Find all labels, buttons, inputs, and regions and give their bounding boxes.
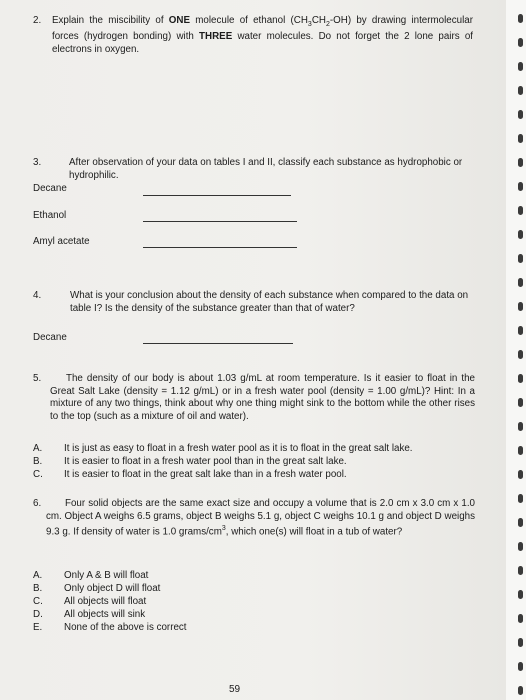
binding-hole xyxy=(518,374,523,383)
binding-hole xyxy=(518,638,523,647)
binding-hole xyxy=(518,38,523,47)
binding-hole xyxy=(518,398,523,407)
answer-line[interactable] xyxy=(143,343,293,344)
binding-hole xyxy=(518,158,523,167)
option-text: It is easier to float in the great salt lake than in a fresh water pool. xyxy=(64,469,347,480)
question-number: 5. xyxy=(33,373,42,384)
question-number: 6. xyxy=(33,498,42,509)
option-text: All objects will sink xyxy=(64,609,146,620)
option-text: Only object D will float xyxy=(64,583,161,594)
option-letter: A. xyxy=(33,443,43,454)
option-letter: D. xyxy=(33,609,43,620)
binding-hole xyxy=(518,542,523,551)
answer-line[interactable] xyxy=(143,247,297,248)
binding-hole xyxy=(518,230,523,239)
binding-hole xyxy=(518,518,523,527)
binding-hole xyxy=(518,422,523,431)
question-text: The density of our body is about 1.03 g/mL at room temperature. Is it easier to float in the Great Salt Lake (density = 1.12 g/mL) or in a fresh water pool (density = 1.00 g/mL)? Hint: In a mixture of any two things, think about why one thing might sink to the bottom while the other rises to the top (such as a mixture of oil and water). xyxy=(50,373,475,422)
binding-hole xyxy=(518,350,523,359)
option-letter: B. xyxy=(33,583,43,594)
option-letter: E. xyxy=(33,622,43,633)
binding-hole xyxy=(518,134,523,143)
answer-line[interactable] xyxy=(143,221,297,222)
option-text: It is just as easy to float in a fresh water pool as it is to float in the great salt lake. xyxy=(64,443,413,454)
substance-label-decane: Decane xyxy=(33,183,67,194)
binding-hole xyxy=(518,278,523,287)
question-number: 3. xyxy=(33,157,42,168)
question-number: 4. xyxy=(33,290,42,301)
question-text: Four solid objects are the same exact size and occupy a volume that is 2.0 cm x 3.0 cm x 1.0 cm. Object A weighs 6.5 grams, object B weighs 5.1 g, object C weighs 10.1 g and object D weighs 9.3 g. If density of water is 1.0 grams/$cm^3$, which one(s) will float in a tub of water? xyxy=(46,498,475,538)
substance-label-amyl-acetate: Amyl acetate xyxy=(33,236,90,247)
binding-hole xyxy=(518,182,523,191)
binding-hole xyxy=(518,302,523,311)
option-letter: C. xyxy=(33,596,43,607)
binding-hole xyxy=(518,14,523,23)
binding-hole xyxy=(518,614,523,623)
binding-hole xyxy=(518,686,523,695)
option-text: All objects will float xyxy=(64,596,147,607)
question-text: What is your conclusion about the density of each substance when compared to the data on table I? Is the density of the substance greater than that of water? xyxy=(70,290,469,314)
option-letter: C. xyxy=(33,469,43,480)
page-number: 59 xyxy=(229,684,241,695)
binding-hole xyxy=(518,206,523,215)
option-text: Only A & B will float xyxy=(64,570,149,581)
question-text: Explain the miscibility of ONE molecule of ethanol $(CH_3CH_2-OH)$ by drawing intermolecular forces (hydrogen bonding) with THREE water molecules. Do not forget the 2 lone pairs of electrons in oxygen. xyxy=(52,15,473,55)
binding-hole xyxy=(518,470,523,479)
binding-hole xyxy=(518,326,523,335)
binding-hole xyxy=(518,494,523,503)
binding-hole xyxy=(518,446,523,455)
substance-label-decane-q4: Decane xyxy=(33,332,67,343)
binding-hole xyxy=(518,86,523,95)
question-text: After observation of your data on tables I and II, classify each substance as hydrophobic or hydrophilic. xyxy=(69,157,463,181)
option-letter: A. xyxy=(33,570,43,581)
spiral-binding xyxy=(506,0,526,700)
binding-hole xyxy=(518,566,523,575)
substance-label-ethanol: Ethanol xyxy=(33,210,67,221)
binding-hole xyxy=(518,254,523,263)
binding-hole xyxy=(518,590,523,599)
answer-line[interactable] xyxy=(143,195,291,196)
binding-hole xyxy=(518,110,523,119)
binding-hole xyxy=(518,62,523,71)
question-number: 2. xyxy=(33,15,42,26)
option-text: None of the above is correct xyxy=(64,622,187,633)
option-letter: B. xyxy=(33,456,43,467)
option-text: It is easier to float in a fresh water pool than in the great salt lake. xyxy=(64,456,347,467)
binding-hole xyxy=(518,662,523,671)
